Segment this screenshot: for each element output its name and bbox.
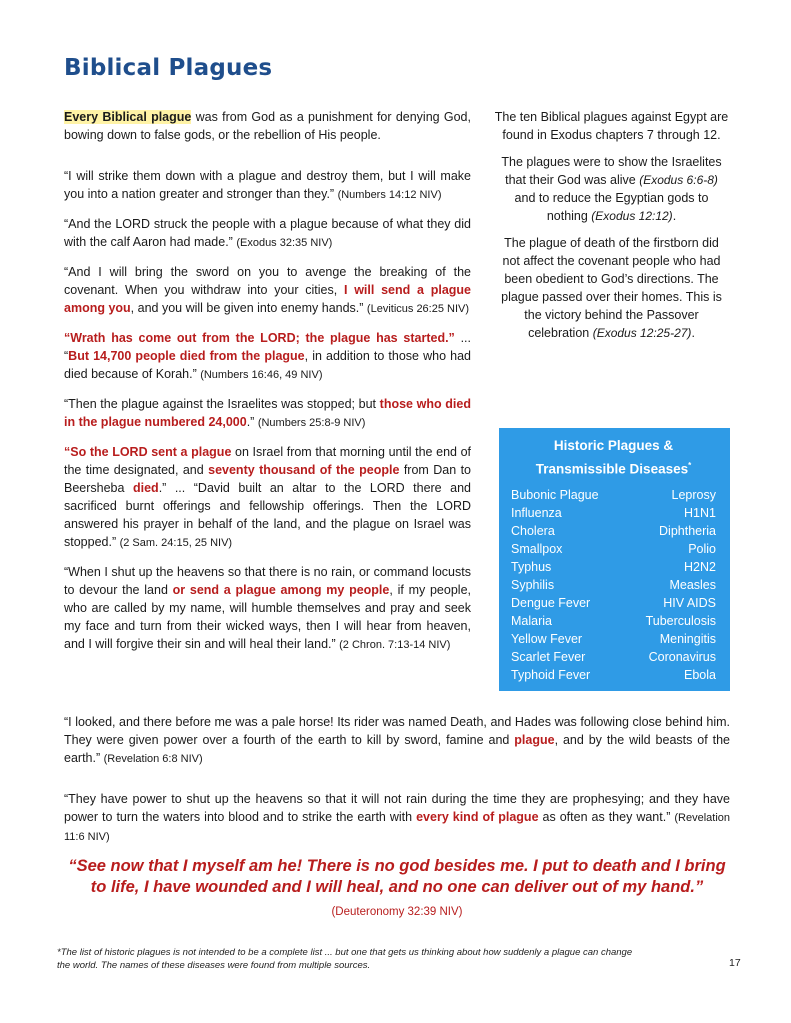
verse-reference: (Revelation 11:6 NIV) [64,812,730,843]
plague-name: Scarlet Fever [511,650,586,665]
verse-2-chronicles-7-13: “When I shut up the heavens so that there is no rain, or command locusts to devour the land or send a plague among my people, if my people, who are called by my name, will humble themselves and pray and seek my face and turn from their wicked ways, then I will hear from heaven, and I will forgive their sin and will heal their land.” (2 Chron. 7:13-14 NIV) [64,565,471,651]
passover-note: The plague of death of the firstborn did not affect the covenant people who had been obedient to God’s directions. The plague passed over their homes. This is the victory behind the Passover celebration (Exodus 12:25-27). [501,236,722,340]
page-title: Biblical Plagues [64,55,273,81]
plague-name: Meningitis [659,632,716,647]
plague-name: Dengue Fever [511,596,591,611]
emphasis-text: But 14,700 people died from the plague [68,349,305,363]
verse-reference: (2 Chron. 7:13-14 NIV) [339,639,451,651]
plague-name: Malaria [511,614,552,629]
plague-name: Tuberculosis [645,614,716,629]
verse-revelation-6-8: “I looked, and there before me was a pale horse! Its rider was named Death, and Hades was following close behind him. They were given power over a fourth of the earth to kill by sword, famine and plague, and by the wild beasts of the earth.” (Revelation 6:8 NIV) [64,715,730,765]
plague-row [511,612,716,630]
plague-name: Influenza [511,505,562,520]
verse-numbers-14-12: “I will strike them down with a plague and destroy them, but I will make you into a nation greater and stronger than they.” (Numbers 14:12 NIV) [64,169,471,201]
plague-name: Yellow Fever [511,632,583,647]
plague-name: H1N1 [684,505,716,520]
plague-name: Diphtheria [659,523,716,538]
plague-row [511,558,716,576]
verse-reference: (Numbers 25:8-9 NIV) [257,417,366,429]
verse-reference: (Numbers 14:12 NIV) [337,189,442,201]
emphasis-text: “So the LORD sent a plague [64,445,232,459]
plague-row [511,630,716,648]
plague-row [511,666,716,684]
verse-reference: (Exodus 32:35 NIV) [236,237,333,249]
plague-row [511,486,716,504]
emphasis-text: seventy thousand of the people [208,463,400,477]
exodus-note: The ten Biblical plagues against Egypt are found in Exodus chapters 7 through 12. [494,110,729,142]
emphasis-text: died [132,481,159,495]
footnote-marker: * [688,461,692,470]
plague-row [511,594,716,612]
plague-row [511,648,716,666]
plague-name: Polio [688,541,716,556]
highlighted-phrase: Every Biblical plague [64,110,192,124]
verse-exodus-32-35: “And the LORD struck the people with a plague because of what they did with the calf Aaron had made.” (Exodus 32:35 NIV) [64,217,471,249]
verse-reference: (2 Sam. 24:15, 25 NIV) [119,537,233,549]
verse-reference: (Leviticus 26:25 NIV) [366,303,470,315]
plague-name: Bubonic Plague [511,487,599,502]
verse-numbers-25-8: “Then the plague against the Israelites was stopped; but those who died in the plague numbered 24,000.” (Numbers 25:8-9 NIV) [64,397,471,429]
closing-quote: “See now that I myself am he! There is no god besides me. I put to death and I bring to life, I have wounded and I will heal, and no one can deliver out of my hand.” (Deuteronomy 32:39 NIV) [68,857,726,918]
emphasis-text: plague [514,733,555,747]
verse-numbers-16-46: “Wrath has come out from the LORD; the plague has started.” ... “But 14,700 people died from the plague, in addition to those who had died because of Korah.” (Numbers 16:46, 49 NIV) [64,331,471,381]
emphasis-text: those who died in the plague numbered 24,000 [64,397,471,429]
plague-row [511,576,716,594]
plague-purpose-note: The plagues were to show the Israelites that their God was alive (Exodus 6:6-8) and to reduce the Egyptian gods to nothing (Exodus 12:12). [501,155,722,223]
verse-leviticus-26-25: “And I will bring the sword on you to avenge the breaking of the covenant. When you withdraw into your cities, I will send a plague among you, and you will be given into enemy hands.” (Leviticus 26:25 NIV) [64,265,471,315]
scripture-reference: (Exodus 6:6-8) [639,173,718,187]
historic-plagues-box [499,428,730,691]
plague-name: Cholera [511,523,555,538]
plague-box-title: Historic Plagues & Transmissible Diseases* [535,438,692,477]
verse-reference: (Revelation 6:8 NIV) [103,753,203,765]
verse-revelation-11-6: “They have power to shut up the heavens so that it will not rain during the time they are prophesying; and they have power to turn the waters into blood and to strike the earth with every kind of plague as often as they want.” (Revelation 11:6 NIV) [64,792,730,843]
scripture-reference: (Exodus 12:25-27) [592,326,692,340]
plague-row [511,522,716,540]
plague-row [511,540,716,558]
plague-name: Measles [669,577,716,592]
footnote: *The list of historic plagues is not intended to be a complete list ... but one that gets us thinking about how suddenly a plague can change the world. The names of these diseases were found from multiple sources. [57,947,633,971]
plague-row [511,504,716,522]
emphasis-text: “Wrath has come out from the LORD; the plague has started.” [64,331,455,345]
emphasis-text: or send a plague among my people [172,583,390,597]
verse-reference: (Deuteronomy 32:39 NIV) [331,906,463,918]
left-column [64,108,471,665]
plague-name: Ebola [684,668,716,683]
plague-name: Coronavirus [648,650,716,665]
verse-2-samuel-24-15: “So the LORD sent a plague on Israel from that morning until the end of the time designated, and seventy thousand of the people from Dan to Beersheba died.” ... “David built an altar to the LORD there and sacrificed burnt offerings and fellowship offerings. Then the LORD answered his prayer in behalf of the land, and the plague on Israel was stopped.” (2 Sam. 24:15, 25 NIV) [64,445,472,549]
scripture-reference: (Exodus 12:12) [591,209,673,223]
intro-paragraph: Every Biblical plague was from God as a punishment for denying God, bowing down to false gods, or the rebellion of His people. [64,110,471,142]
plague-name: HIV AIDS [663,596,716,611]
plague-name: Syphilis [511,577,555,592]
plague-name: Typhoid Fever [511,668,591,683]
plague-name: Smallpox [511,541,563,556]
verse-reference: (Numbers 16:46, 49 NIV) [200,369,323,381]
plague-name: Leprosy [671,487,716,502]
page-number: 17 [729,957,741,969]
emphasis-text: I will send a plague among you [64,283,471,315]
emphasis-text: every kind of plague [416,810,539,824]
plague-name: H2N2 [684,559,716,574]
right-column [494,108,729,351]
plague-name: Typhus [511,559,552,574]
